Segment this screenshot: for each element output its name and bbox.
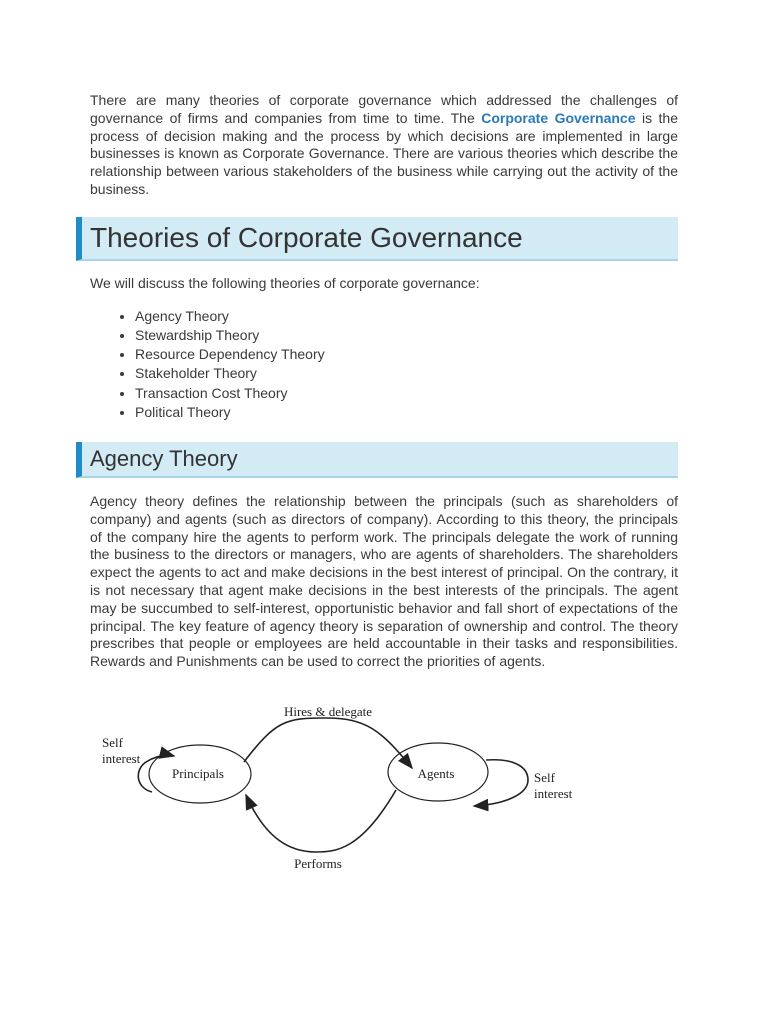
left-interest-label: interest	[102, 751, 141, 766]
principals-label: Principals	[172, 766, 224, 781]
theories-lead-text: We will discuss the following theories of corporate governance:	[90, 274, 480, 291]
list-item: • Stakeholder Theory	[135, 364, 678, 383]
section-heading-agency-theory: Agency Theory	[76, 442, 678, 478]
left-self-label: Self	[102, 735, 123, 750]
performs-arrow	[246, 790, 396, 852]
performs-label: Performs	[294, 856, 342, 871]
article	[90, 92, 678, 671]
agency-theory-diagram	[96, 700, 586, 880]
list-item: • Agency Theory	[135, 307, 678, 326]
list-item: • Political Theory	[135, 403, 678, 422]
right-self-label: Self	[534, 770, 555, 785]
agency-theory-paragraph: Agency theory defines the relationship between the principals (such as shareholders of company) and agents (such as directors of company). According to this theory, the principals of the company hire the agents to perform work. The principals delegate the work of running the business to the directors or managers, who are agents of shareholders. The shareholders expect the agents to act and make decisions in the best interest of principal. On the contrary, it is not necessary that agent make decisions in the best interests of the principals. The agent may be succumbed to self-interest, opportunistic behavior and fall short of expectations of the principal. The key feature of agency theory is separation of ownership and control. The theory prescribes that people or employees are held accountable in their tasks and responsibilities. Rewards and Punishments can be used to correct the priorities of agents.	[90, 493, 678, 670]
agents-self-interest-loop	[474, 760, 528, 806]
hires-delegate-label: Hires & delegate	[283, 704, 373, 719]
theories-list	[90, 307, 678, 422]
section-heading-theories: Theories of Corporate Governance	[76, 217, 678, 261]
corporate-governance-link[interactable]: Corporate Governance	[481, 109, 636, 126]
principals-self-interest-loop	[138, 755, 174, 792]
list-item: • Stewardship Theory	[135, 326, 678, 345]
intro-text-start: There are many theories of corporate governance which addressed the challenges of governance of firms and companies from time to time. The	[90, 92, 678, 126]
list-item: • Transaction Cost Theory	[135, 384, 678, 403]
list-item: • Resource Dependency Theory	[135, 345, 678, 364]
hires-delegate-arrow	[244, 718, 412, 768]
agents-label: Agents	[417, 766, 455, 781]
intro-text-end: is the process of decision making and the process by which decisions are implemented in large businesses is known as Corporate Governance. There are various theories which describe the relationship between various stakeholders of the business while carrying out the activity of the business.	[90, 109, 678, 197]
intro-paragraph	[90, 92, 678, 199]
right-interest-label: interest	[534, 786, 573, 801]
